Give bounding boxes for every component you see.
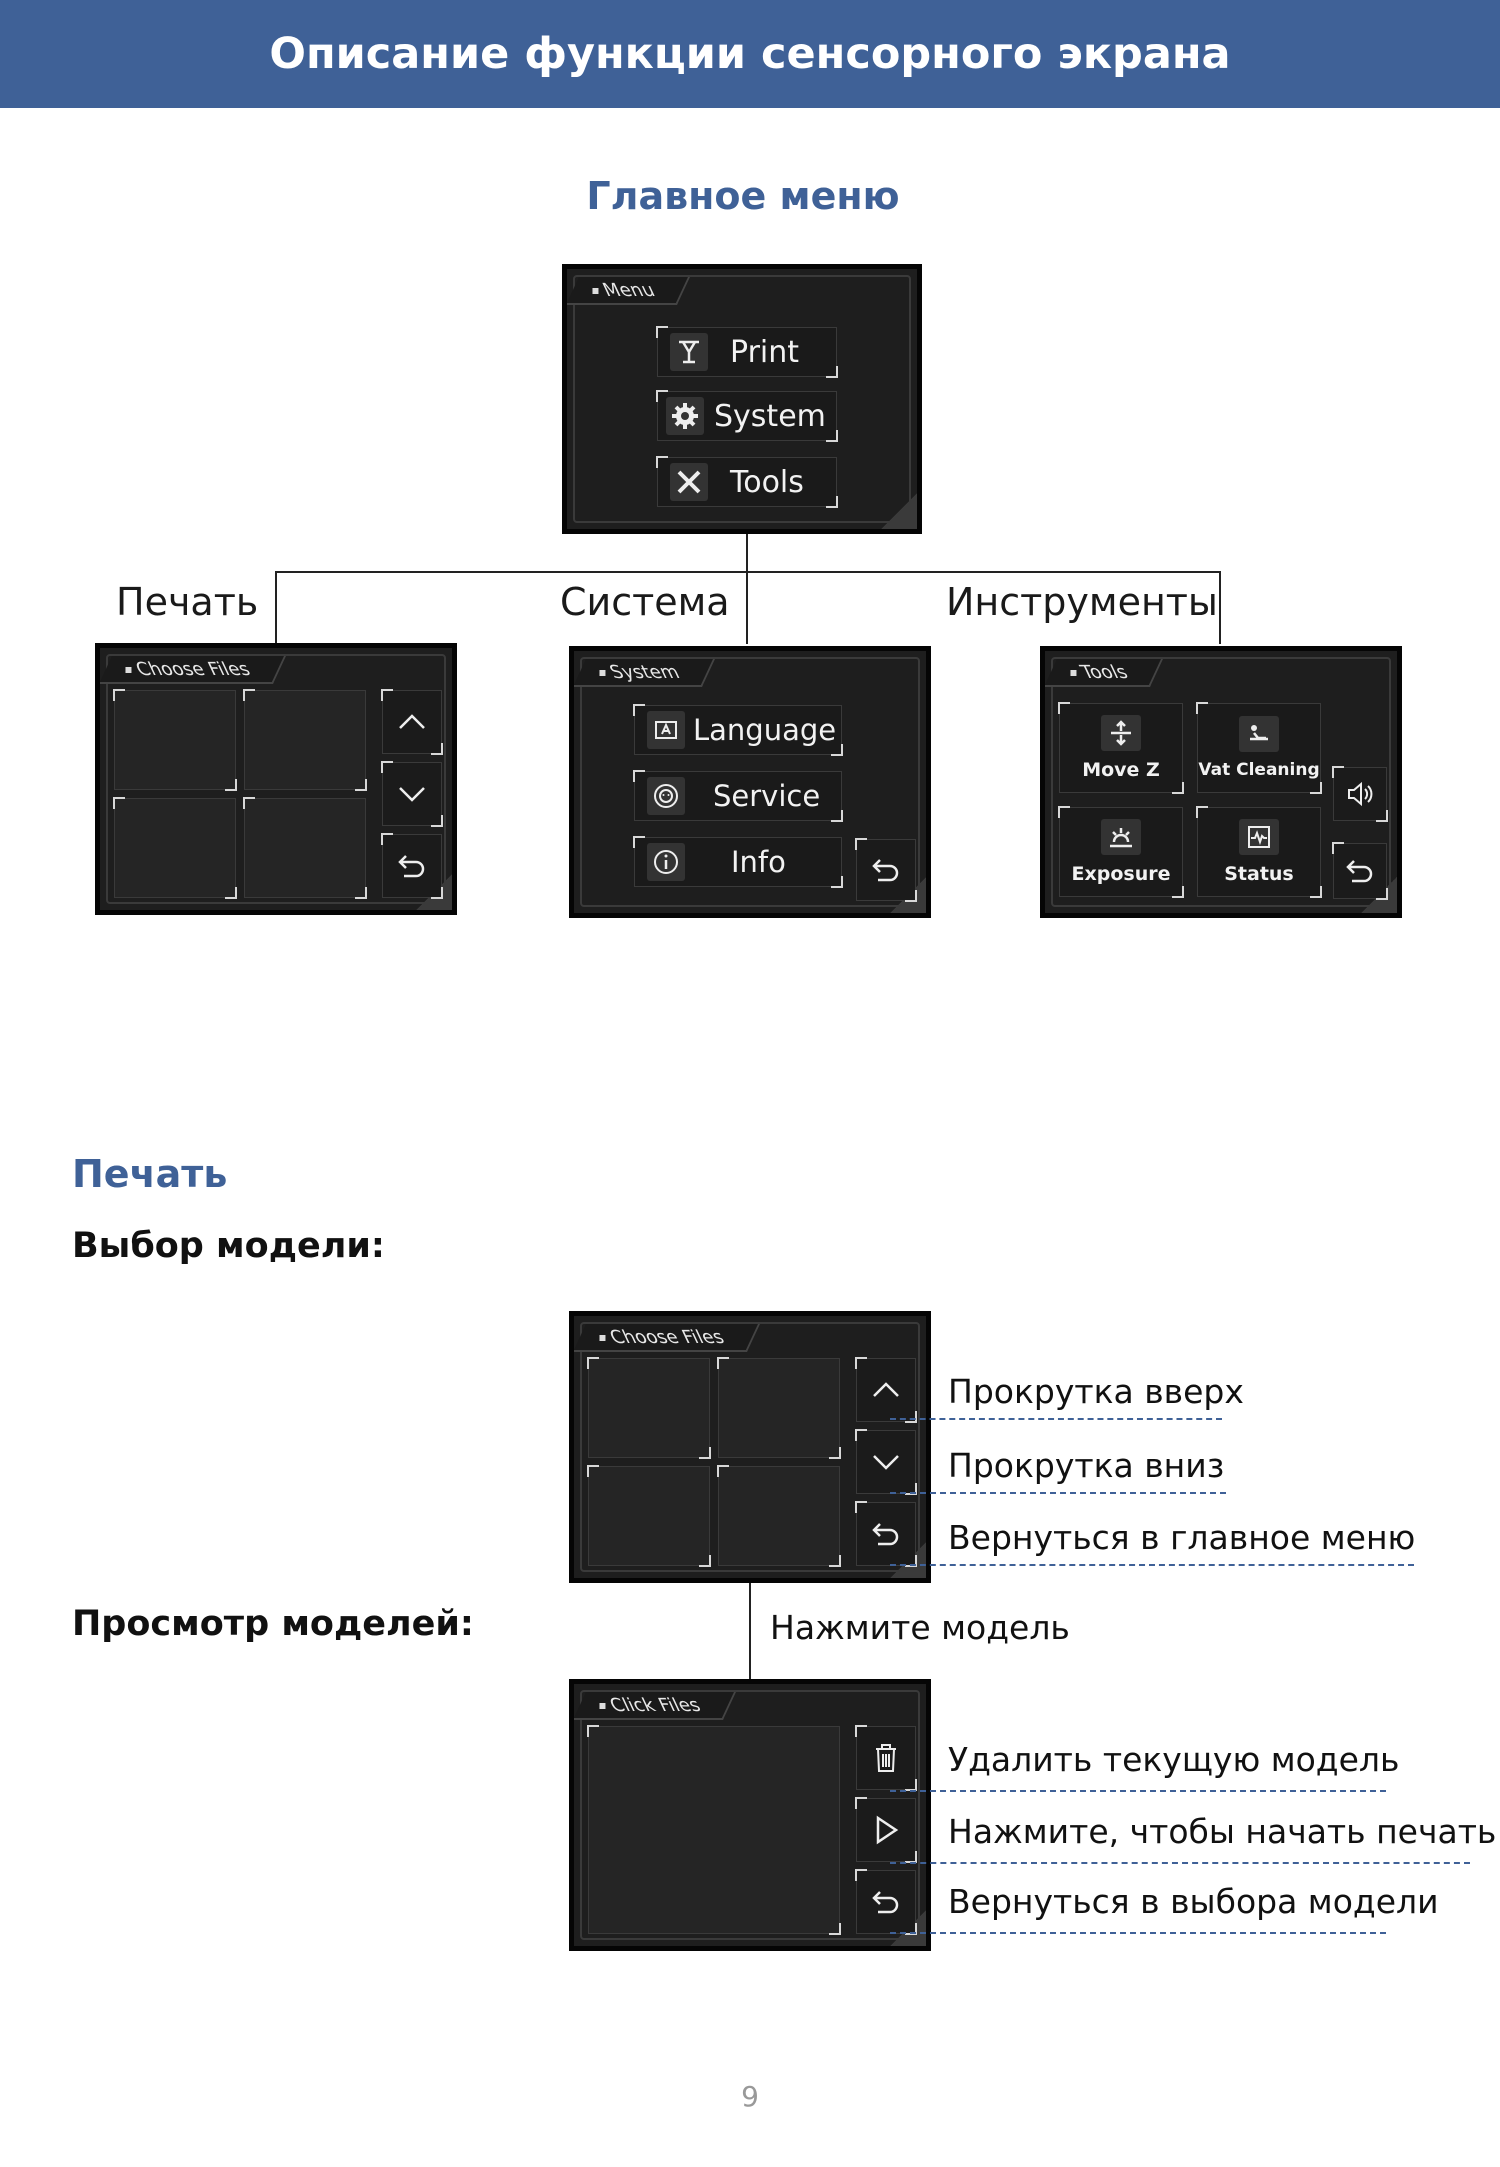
tool-label: Status [1224, 863, 1294, 885]
move-z-icon [1101, 715, 1141, 751]
system-item-language[interactable] [634, 705, 842, 755]
tree-line-right [1219, 571, 1221, 644]
chevron-down-icon [871, 1452, 901, 1472]
main-menu-screen [562, 264, 922, 534]
annotation-back-select: Вернуться в выбора модели [948, 1882, 1439, 1921]
scroll-down-button[interactable] [382, 762, 442, 826]
file-slot[interactable] [588, 1466, 710, 1566]
system-item-info[interactable] [634, 837, 842, 887]
system-item-service[interactable] [634, 771, 842, 821]
back-button[interactable] [856, 1502, 916, 1566]
file-slot[interactable] [244, 798, 366, 898]
main-menu-title: Главное меню [586, 174, 900, 218]
play-icon [872, 1815, 900, 1845]
back-arrow-icon [870, 1888, 902, 1916]
tool-label: Vat Cleaning [1198, 760, 1320, 780]
status-icon [1239, 819, 1279, 855]
screen-tab: Choose Files [573, 1324, 760, 1352]
tree-line-horizontal [275, 571, 1221, 573]
tap-model-label: Нажмите модель [770, 1608, 1070, 1647]
system-item-label: Info [731, 845, 786, 879]
screen-tab: System [573, 659, 715, 687]
scroll-up-button[interactable] [382, 690, 442, 754]
screen-corner [881, 493, 917, 529]
back-button[interactable] [856, 839, 916, 901]
file-slot[interactable] [588, 1358, 710, 1458]
tree-line-left [275, 571, 277, 644]
branch-label-system: Система [560, 580, 730, 624]
annotation-leader [890, 1492, 1226, 1494]
scroll-down-button[interactable] [856, 1430, 916, 1494]
annotation-back-main: Вернуться в главное меню [948, 1518, 1416, 1557]
file-slot[interactable] [718, 1466, 840, 1566]
tree-line-center [746, 534, 748, 644]
click-files-screen [569, 1679, 931, 1951]
print-section-title: Печать [72, 1152, 228, 1196]
back-arrow-icon [870, 1520, 902, 1548]
annotation-delete-model: Удалить текущую модель [948, 1740, 1400, 1779]
branch-label-tools: Инструменты [946, 580, 1218, 624]
annotation-start-print: Нажмите, чтобы начать печать [948, 1812, 1497, 1851]
back-arrow-icon [870, 856, 902, 884]
annotation-leader [890, 1862, 1470, 1864]
menu-item-label: Tools [730, 464, 804, 500]
view-models-label: Просмотр моделей: [72, 1604, 474, 1644]
branch-label-print: Печать [116, 580, 259, 624]
speaker-icon [1345, 780, 1375, 808]
system-item-label: Service [713, 779, 821, 813]
tool-vat-cleaning[interactable] [1197, 703, 1321, 793]
language-icon [647, 711, 685, 749]
page-header [0, 0, 1500, 108]
back-button[interactable] [382, 834, 442, 898]
file-slot[interactable] [718, 1358, 840, 1458]
back-button[interactable] [1333, 843, 1387, 899]
system-screen [569, 646, 931, 918]
menu-item-print[interactable] [657, 327, 837, 377]
menu-item-label: System [714, 398, 826, 434]
back-arrow-icon [1344, 857, 1376, 885]
tool-exposure[interactable] [1059, 807, 1183, 897]
service-icon [647, 777, 685, 815]
delete-button[interactable] [856, 1726, 916, 1790]
annotation-scroll-down: Прокрутка вниз [948, 1446, 1225, 1485]
chevron-up-icon [871, 1380, 901, 1400]
gear-icon [666, 397, 704, 435]
tools-screen [1040, 646, 1402, 918]
connector-line [749, 1583, 751, 1681]
vat-cleaning-icon [1239, 716, 1279, 752]
screen-tab: Tools [1044, 659, 1163, 687]
file-slot[interactable] [114, 690, 236, 790]
annotation-leader [890, 1418, 1222, 1420]
screen-tab: Choose Files [99, 656, 286, 684]
tool-label: Exposure [1071, 863, 1171, 885]
page-number: 9 [741, 2080, 759, 2113]
tools-icon [670, 463, 708, 501]
page-header-title: Описание функции сенсорного экрана [269, 29, 1231, 79]
annotation-leader [890, 1790, 1386, 1792]
start-print-button[interactable] [856, 1798, 916, 1862]
annotation-scroll-up: Прокрутка вверх [948, 1372, 1244, 1411]
menu-item-tools[interactable] [657, 457, 837, 507]
tool-status[interactable] [1197, 807, 1321, 897]
info-icon [647, 843, 685, 881]
annotation-leader [890, 1932, 1386, 1934]
print-icon [670, 333, 708, 371]
file-slot[interactable] [244, 690, 366, 790]
menu-item-label: Print [730, 334, 800, 370]
model-preview [588, 1726, 840, 1934]
back-button[interactable] [856, 1870, 916, 1934]
chevron-down-icon [397, 784, 427, 804]
annotation-leader [890, 1564, 1414, 1566]
sound-button[interactable] [1333, 767, 1387, 821]
chevron-up-icon [397, 712, 427, 732]
exposure-icon [1101, 819, 1141, 855]
choose-model-label: Выбор модели: [72, 1226, 385, 1266]
back-arrow-icon [396, 852, 428, 880]
scroll-up-button[interactable] [856, 1358, 916, 1422]
choose-files-screen [569, 1311, 931, 1583]
trash-icon [871, 1741, 901, 1775]
print-screen [95, 643, 457, 915]
menu-item-system[interactable] [657, 391, 837, 441]
system-item-label: Language [693, 713, 837, 747]
tool-move-z[interactable] [1059, 703, 1183, 793]
file-slot[interactable] [114, 798, 236, 898]
tool-label: Move Z [1082, 759, 1160, 781]
screen-tab: Menu [566, 277, 690, 305]
screen-tab: Click Files [573, 1692, 736, 1720]
